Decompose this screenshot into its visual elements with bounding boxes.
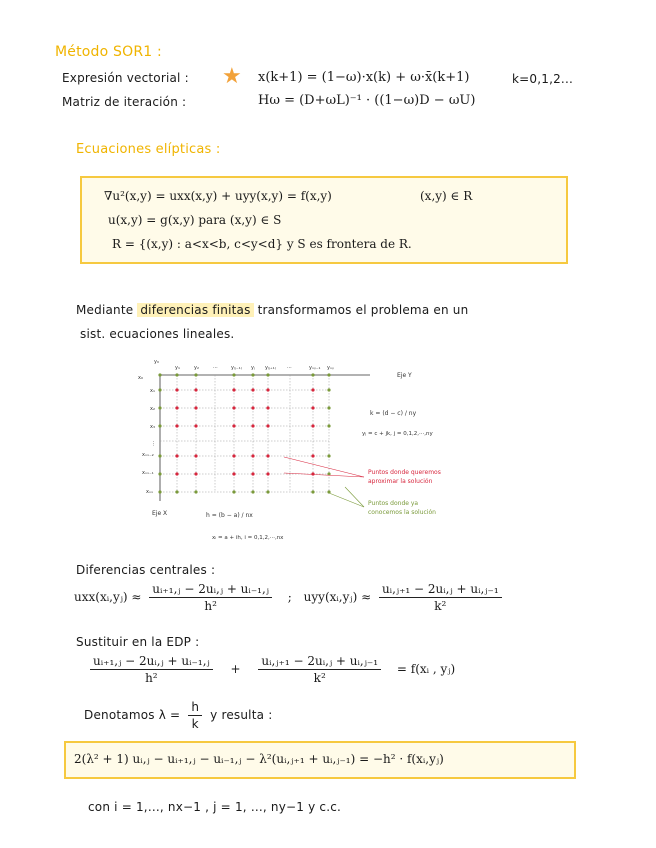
unknown-interior-point	[311, 424, 314, 427]
col-label: y₍ⱼ₊₁₎	[265, 365, 276, 371]
unknown-interior-point	[266, 388, 269, 391]
eje-x-label: Eje X	[152, 510, 168, 517]
final-equation: 2(λ² + 1) uᵢ,ⱼ − uᵢ₊₁,ⱼ − uᵢ₋₁,ⱼ − λ²(uᵢ,ⱼ₊₁ + uᵢ,ⱼ₋₁) = −h² · f(xᵢ,yⱼ)	[74, 752, 444, 766]
subst-fraction-2	[258, 654, 381, 685]
col-label: y₍ⱼ₋₁₎	[231, 365, 242, 371]
unknown-interior-point	[232, 406, 235, 409]
unknown-interior-point	[232, 388, 235, 391]
lambda-definition	[84, 700, 272, 731]
unknown-interior-point	[194, 472, 197, 475]
green-pointer-line	[345, 487, 364, 507]
xi-formula: xᵢ = a + ih, i = 0,1,2,···,nx	[212, 535, 284, 541]
lambda-denominator: k	[191, 717, 199, 731]
poisson-domain: (x,y) ∈ R	[420, 189, 473, 203]
known-boundary-point	[158, 424, 161, 427]
intro-part2: transformamos el problema en un	[257, 303, 469, 317]
unknown-interior-point	[175, 406, 178, 409]
lambda-fraction	[188, 700, 202, 731]
vector-formula: x(k+1) = (1−ω)·x(k) + ω·x̄(k+1)	[258, 70, 470, 85]
unknown-interior-point	[266, 472, 269, 475]
row-label: ⋮	[151, 441, 156, 447]
known-boundary-point	[311, 373, 314, 376]
known-boundary-point	[158, 490, 161, 493]
grid-row-labels	[138, 375, 156, 495]
eje-y-label: Eje Y	[397, 372, 412, 379]
unknown-interior-point	[194, 406, 197, 409]
unknown-interior-point	[266, 454, 269, 457]
elliptic-title: Ecuaciones elípticas :	[76, 142, 221, 157]
unknown-interior-point	[251, 388, 254, 391]
known-boundary-point	[266, 490, 269, 493]
yj-formula: yⱼ = c + jk, j = 0,1,2,···,ny	[362, 431, 433, 437]
uxx-lhs: uxx(xᵢ,yⱼ) ≈	[74, 590, 142, 604]
star-icon: ★	[222, 64, 242, 89]
row-label: xₙₓ	[146, 489, 154, 495]
poisson-equation: ∇u²(x,y) = uxx(x,y) + uyy(x,y) = f(x,y)	[104, 189, 332, 203]
known-boundary-point	[158, 373, 161, 376]
unknown-interior-point	[311, 454, 314, 457]
known-boundary-point	[311, 490, 314, 493]
unknown-interior-point	[194, 454, 197, 457]
iteration-matrix-formula: Hω = (D+ωL)⁻¹ · ((1−ω)D − ωU)	[258, 93, 476, 108]
grid-figure	[130, 355, 530, 545]
unknown-interior-point	[232, 472, 235, 475]
final-equation-box	[64, 741, 576, 779]
vector-expression-label: Expresión vectorial :	[62, 71, 189, 85]
col-label: ···	[213, 365, 218, 371]
known-boundary-point	[327, 406, 330, 409]
col-label: y₂	[194, 365, 199, 371]
denote-part2: y resulta :	[210, 708, 273, 722]
col-label: yₙᵧ₋₁	[309, 365, 321, 371]
k-range: k=0,1,2...	[512, 72, 573, 86]
lambda-numerator: h	[188, 700, 202, 716]
uyy-numerator: uᵢ,ⱼ₊₁ − 2uᵢ,ⱼ + uᵢ,ⱼ₋₁	[379, 582, 502, 598]
subst-denominator-2: k²	[313, 671, 326, 685]
subst-rhs: = f(xᵢ , yⱼ)	[396, 662, 456, 676]
col-label: y₀	[154, 359, 159, 365]
green-legend-line2: conocemos la solución	[368, 509, 436, 516]
unknown-interior-point	[175, 472, 178, 475]
unknown-interior-point	[194, 424, 197, 427]
boundary-condition: u(x,y) = g(x,y) para (x,y) ∈ S	[108, 213, 282, 227]
elliptic-box	[80, 176, 568, 264]
col-label: yⱼ	[251, 365, 255, 371]
unknown-interior-point	[311, 406, 314, 409]
uyy-lhs: uyy(xᵢ,yⱼ) ≈	[303, 590, 372, 604]
row-label: x₁	[150, 388, 155, 394]
red-pointer-line	[284, 473, 364, 477]
unknown-interior-point	[311, 472, 314, 475]
known-boundary-point	[194, 490, 197, 493]
substituted-equation	[86, 654, 455, 685]
row-label: xₙₓ₋₁	[142, 470, 154, 476]
known-boundary-point	[175, 373, 178, 376]
unknown-interior-point	[175, 454, 178, 457]
known-boundary-point	[158, 472, 161, 475]
green-legend-line1: Puntos donde ya	[368, 500, 419, 507]
intro-line2: sist. ecuaciones lineales.	[80, 327, 235, 341]
unknown-interior-point	[266, 424, 269, 427]
unknown-interior-point	[251, 406, 254, 409]
known-boundary-point	[194, 373, 197, 376]
known-boundary-point	[327, 373, 330, 376]
grid-column-labels	[154, 359, 334, 371]
known-boundary-point	[327, 424, 330, 427]
row-label: xₙₓ₋₂	[142, 452, 154, 458]
row-label: x₂	[150, 406, 155, 412]
known-boundary-point	[158, 406, 161, 409]
unknown-interior-point	[311, 388, 314, 391]
central-differences-title: Diferencias centrales :	[76, 563, 216, 577]
unknown-interior-point	[232, 454, 235, 457]
subst-numerator-1: uᵢ₊₁,ⱼ − 2uᵢ,ⱼ + uᵢ₋₁,ⱼ	[90, 654, 213, 670]
uxx-denominator: h²	[204, 599, 217, 613]
unknown-interior-point	[175, 388, 178, 391]
known-boundary-point	[175, 490, 178, 493]
col-label: y₁	[175, 365, 180, 371]
row-label: x₃	[150, 424, 155, 430]
green-pointer-line	[329, 493, 364, 507]
k-formula: k = (d − c) / ny	[370, 410, 417, 417]
central-differences-row	[74, 582, 506, 613]
uyy-fraction	[379, 582, 502, 613]
known-boundary-point	[232, 490, 235, 493]
unknown-interior-point	[194, 388, 197, 391]
intro-part1: Mediante	[76, 303, 134, 317]
unknown-interior-point	[175, 424, 178, 427]
known-boundary-point	[232, 373, 235, 376]
known-boundary-point	[266, 373, 269, 376]
subst-fraction-1	[90, 654, 213, 685]
red-legend-line1: Puntos donde queremos	[368, 469, 441, 476]
h-formula: h = (b − a) / nx	[206, 512, 253, 519]
red-legend-line2: aproximar la solución	[368, 478, 433, 485]
sor-title: Método SOR1 :	[55, 44, 162, 60]
plus-sign: +	[230, 662, 241, 676]
unknown-interior-point	[232, 424, 235, 427]
unknown-interior-point	[251, 424, 254, 427]
unknown-interior-point	[251, 454, 254, 457]
col-label: yₙᵧ	[327, 365, 334, 371]
subst-numerator-2: uᵢ,ⱼ₊₁ − 2uᵢ,ⱼ + uᵢ,ⱼ₋₁	[258, 654, 381, 670]
denote-part1: Denotamos λ =	[84, 708, 181, 722]
uxx-numerator: uᵢ₊₁,ⱼ − 2uᵢ,ⱼ + uᵢ₋₁,ⱼ	[149, 582, 272, 598]
known-boundary-point	[158, 454, 161, 457]
known-boundary-point	[327, 454, 330, 457]
unknown-interior-point	[251, 472, 254, 475]
row-label: x₀	[138, 375, 143, 381]
index-conditions: con i = 1,..., nx−1 , j = 1, ..., ny−1 y c.c.	[88, 800, 342, 814]
known-boundary-point	[251, 490, 254, 493]
uxx-fraction	[149, 582, 272, 613]
known-boundary-point	[251, 373, 254, 376]
iteration-matrix-label: Matriz de iteración :	[62, 95, 187, 109]
grid-lines	[160, 375, 329, 492]
known-boundary-point	[158, 388, 161, 391]
known-boundary-point	[327, 388, 330, 391]
subst-denominator-1: h²	[145, 671, 158, 685]
unknown-interior-point	[266, 406, 269, 409]
separator: ;	[287, 590, 292, 604]
substitute-title: Sustituir en la EDP :	[76, 635, 200, 649]
intro-highlight: diferencias finitas	[137, 303, 253, 317]
uyy-denominator: k²	[434, 599, 447, 613]
finite-diff-intro	[76, 303, 468, 317]
grid-points	[158, 373, 330, 493]
col-label: ···	[287, 365, 292, 371]
region-definition: R = {(x,y) : a<x<b, c<y<d} y S es frontera de R.	[112, 237, 412, 251]
